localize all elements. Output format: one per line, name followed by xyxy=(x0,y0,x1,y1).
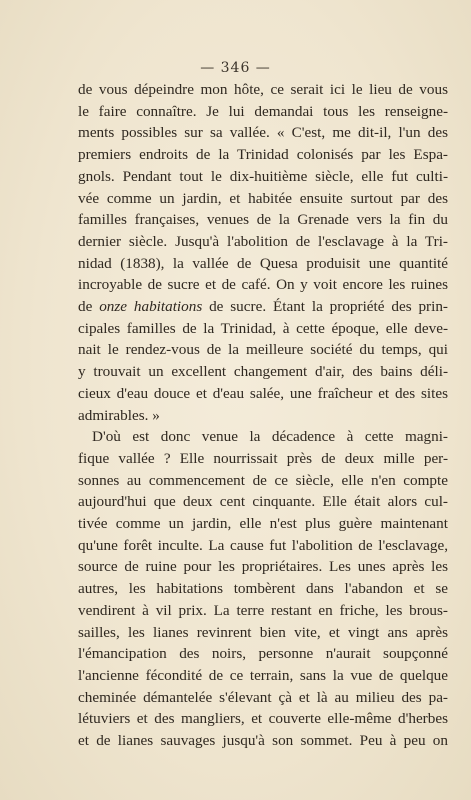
paragraph-1 xyxy=(78,79,448,426)
text-line: familles françaises, venues de la Grenade vers la fin du xyxy=(78,211,448,229)
text-line: sailles, les lianes revinrent bien vite, et vingt ans après xyxy=(78,623,448,641)
text-line: incroyable de sucre et de café. On y voit encore les ruines xyxy=(78,276,448,294)
paragraph-2 xyxy=(78,426,448,752)
text-line: nait le rendez-vous de la meilleure société du temps, qui xyxy=(78,341,448,359)
text-line: de vous dépeindre mon hôte, ce serait ici le lieu de vous xyxy=(78,81,448,98)
text-line: cheminée démantelée s'élevant çà et là au milieu des pa- xyxy=(78,688,448,706)
text-line: vée comme un jardin, et habitée ensuite surtout par des xyxy=(78,189,448,207)
text-line: aujourd'hui que deux cent cinquante. Elle était alors cul- xyxy=(78,493,448,511)
text-line: l'ancienne fécondité de ce terrain, sans la vue de quelque xyxy=(78,666,448,684)
text-line-with-italic xyxy=(78,296,448,318)
text-fragment: de xyxy=(78,298,100,316)
page-number: — 346 — xyxy=(200,60,271,76)
text-line: le faire connaître. Je lui demandai tous les renseigne- xyxy=(78,102,448,120)
text-line: nidad (1838), la vallée de Quesa produisit une quantité xyxy=(78,254,448,272)
text-line: vendirent à vil prix. La terre restant en friche, les brous- xyxy=(78,601,448,619)
text-line: qu'une forêt inculte. La cause fut l'abolition de l'esclavage, xyxy=(78,536,448,554)
text-line: cieux d'eau douce et d'eau salée, une fraîcheur et des sites xyxy=(78,384,448,402)
text-line: D'où est donc venue la décadence à cette magni- xyxy=(92,428,448,446)
text-line: et de lianes sauvages jusqu'à son sommet. Peu à peu on xyxy=(78,732,448,750)
text-fragment: de sucre. Étant la propriété des prin- xyxy=(202,298,448,316)
body-text xyxy=(78,79,448,752)
text-line: admirables. » xyxy=(78,406,160,424)
text-line: cipales familles de la Trinidad, à cette époque, elle deve- xyxy=(78,319,448,337)
text-line: dernier siècle. Jusqu'à l'abolition de l'esclavage à la Tri- xyxy=(78,232,448,250)
text-line: gnols. Pendant tout le dix-huitième siècle, elle fut culti- xyxy=(78,167,448,185)
italic-phrase: onze habitations xyxy=(99,298,203,316)
text-line: létuviers et des mangliers, et couverte elle-même d'herbes xyxy=(78,710,448,728)
text-line: y trouvait un excellent changement d'air, des bains déli- xyxy=(78,363,448,381)
text-line: sonnes au commencement de ce siècle, elle n'en compte xyxy=(78,471,448,489)
text-line: l'émancipation des noirs, personne n'aurait soupçonné xyxy=(78,645,448,663)
text-line: premiers endroits de la Trinidad colonisés par les Espa- xyxy=(78,146,448,164)
text-line: tivée comme un jardin, elle n'est plus guère maintenant xyxy=(78,515,448,533)
text-line: autres, les habitations tombèrent dans l'abandon et se xyxy=(78,580,448,598)
text-line: ments possibles sur sa vallée. « C'est, me dit-il, l'un des xyxy=(78,124,448,142)
text-line: source de ruine pour les propriétaires. Les unes après les xyxy=(78,558,448,576)
text-line: fique vallée ? Elle nourrissait près de deux mille per- xyxy=(78,449,448,467)
